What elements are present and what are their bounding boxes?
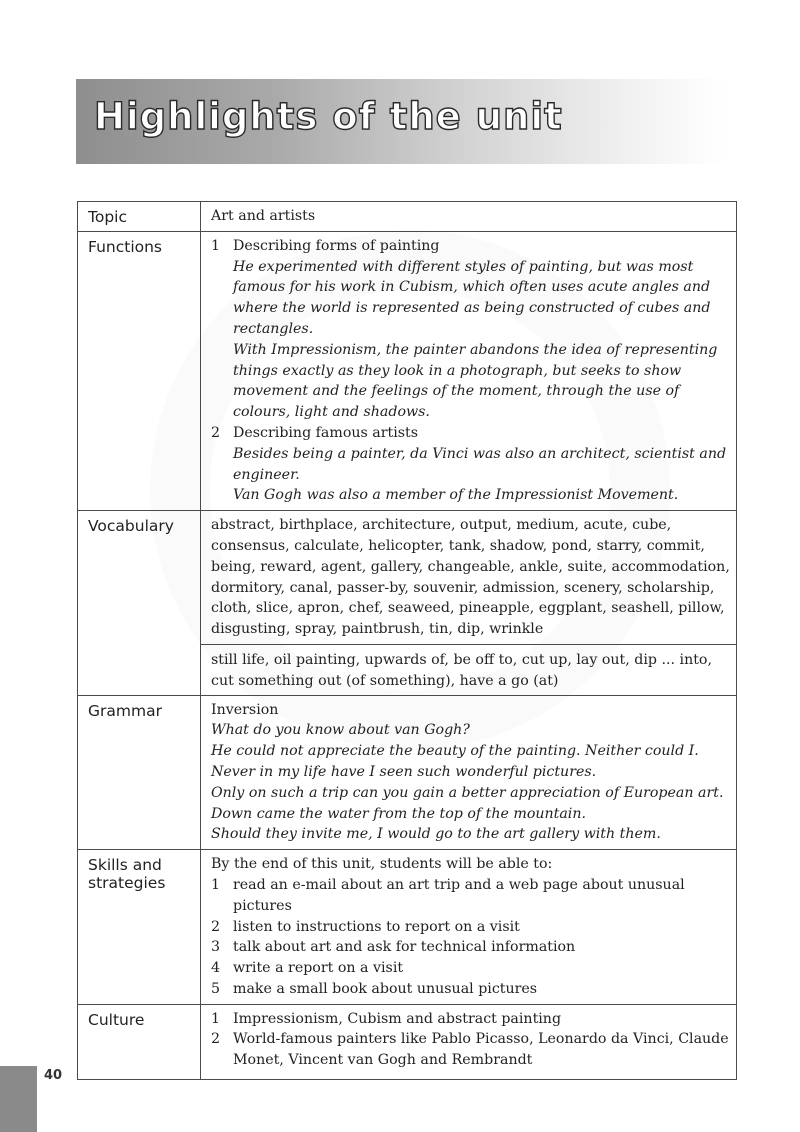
function-heading: Describing forms of painting: [233, 237, 440, 254]
function-example: Besides being a painter, da Vinci was also an architect, scientist and engineer.: [233, 445, 727, 483]
title-banner: [76, 79, 726, 164]
skills-label: [78, 850, 201, 1005]
skills-label-line: strategies: [88, 874, 166, 893]
vocabulary-phrases: still life, oil painting, upwards of, be off to, cut up, lay out, dip ... into, cut something out (of something), have a go (at): [201, 644, 737, 695]
culture-number: 1: [211, 1010, 221, 1027]
skills-label-line: Skills and: [88, 856, 162, 875]
grammar-example: Only on such a trip can you gain a better appreciation of European art.: [211, 784, 724, 801]
function-heading: Describing famous artists: [233, 424, 419, 441]
skills-text: read an e-mail about an art trip and a web page about unusual pictures: [233, 876, 685, 914]
topic-value: Art and artists: [201, 202, 737, 232]
function-item: [211, 423, 730, 444]
function-number: 1: [211, 237, 221, 254]
skills-row: [78, 850, 737, 1005]
page-title: Highlights of the unit: [94, 95, 563, 138]
skills-number: 4: [211, 960, 221, 977]
skills-number: 1: [211, 876, 221, 893]
culture-text: World-famous painters like Pablo Picasso, Leonardo da Vinci, Claude Monet, Vincent van Gogh and Rembrandt: [233, 1031, 729, 1069]
skills-number: 3: [211, 939, 221, 956]
culture-item: [211, 1009, 730, 1030]
skills-number: 5: [211, 980, 221, 997]
page-number: 40: [44, 1068, 63, 1083]
grammar-example: Never in my life have I seen such wonderful pictures.: [211, 763, 597, 780]
grammar-example: He could not appreciate the beauty of the painting. Neither could I.: [211, 743, 699, 760]
function-example: With Impressionism, the painter abandons the idea of representing things exactly as they look in a photograph, but seeks to show movement and the feelings of the moment, through the use of colours, light and shadows.: [233, 341, 718, 421]
function-item: [211, 236, 730, 257]
grammar-example: Down came the water from the top of the mountain.: [211, 805, 586, 822]
grammar-heading: Inversion: [211, 701, 279, 718]
skills-text: listen to instructions to report on a visit: [233, 918, 520, 935]
vocabulary-words: abstract, birthplace, architecture, output, medium, acute, cube, consensus, calculate, helicopter, tank, shadow, pond, starry, commit, being, reward, agent, gallery, changeable, ankle, suite, accommodation, dormitory, canal, passer-by, souvenir, admission, scenery, scholarship, cloth, slice, apron, chef, seaweed, pineapple, eggplant, seashell, pillow, disgusting, spray, paintbrush, tin, dip, wrinkle: [201, 511, 737, 645]
skills-intro: By the end of this unit, students will be able to:: [211, 856, 553, 873]
culture-number: 2: [211, 1031, 221, 1048]
topic-row: [78, 202, 737, 232]
culture-item: [211, 1029, 730, 1071]
skills-item: [211, 979, 730, 1000]
skills-item: [211, 958, 730, 979]
function-example: Van Gogh was also a member of the Impressionist Movement.: [233, 487, 679, 504]
function-number: 2: [211, 424, 221, 441]
skills-text: talk about art and ask for technical information: [233, 939, 576, 956]
grammar-label: Grammar: [78, 695, 201, 850]
culture-content: [201, 1004, 737, 1079]
culture-row: [78, 1004, 737, 1079]
topic-label: Topic: [78, 202, 201, 232]
skills-item: [211, 875, 730, 917]
functions-row: [78, 231, 737, 510]
grammar-example: What do you know about van Gogh?: [211, 722, 470, 739]
highlights-table: [77, 201, 737, 1080]
skills-content: [201, 850, 737, 1005]
page-edge-tab: [0, 1066, 37, 1132]
functions-label: Functions: [78, 231, 201, 510]
functions-content: [201, 231, 737, 510]
function-example: He experimented with different styles of painting, but was most famous for his work in Cubism, which often uses acute angles and where the world is represented as being constructed of cubes and rectangles.: [233, 258, 711, 337]
skills-text: write a report on a visit: [233, 960, 404, 977]
culture-text: Impressionism, Cubism and abstract painting: [233, 1010, 562, 1027]
culture-label: Culture: [78, 1004, 201, 1079]
grammar-example: Should they invite me, I would go to the art gallery with them.: [211, 826, 661, 843]
grammar-content: [201, 695, 737, 850]
skills-item: [211, 937, 730, 958]
vocabulary-label: Vocabulary: [78, 511, 201, 695]
vocabulary-row: [78, 511, 737, 645]
skills-item: [211, 917, 730, 938]
skills-text: make a small book about unusual pictures: [233, 980, 538, 997]
skills-number: 2: [211, 918, 221, 935]
grammar-row: [78, 695, 737, 850]
